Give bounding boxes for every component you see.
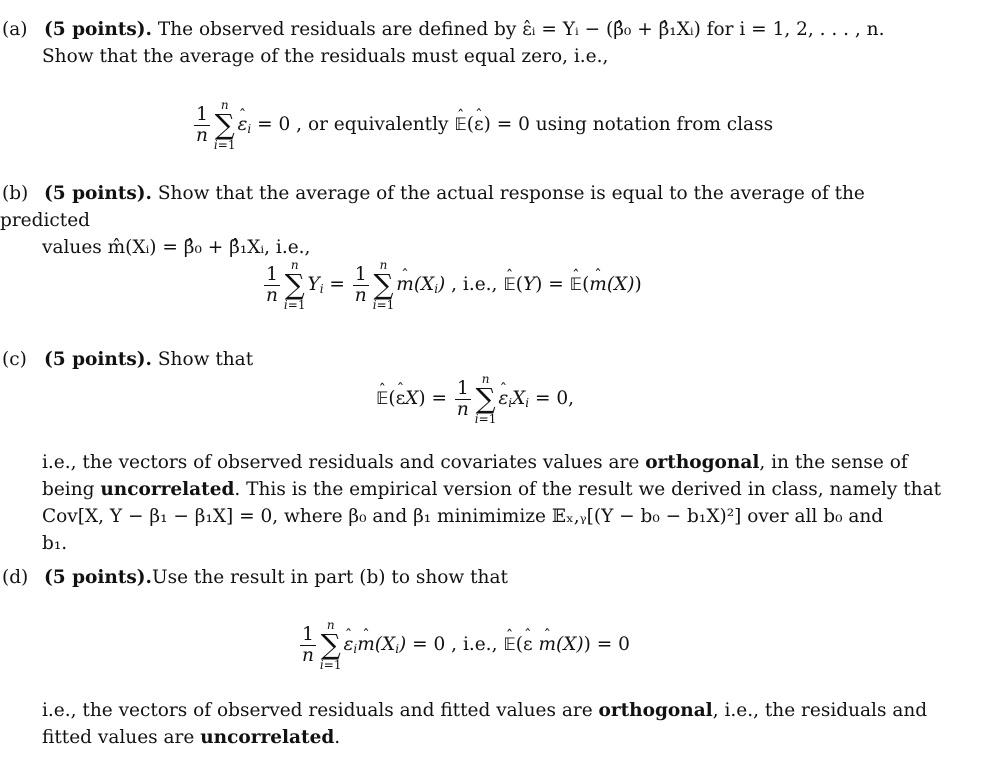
part-b-line2: values m̂(Xᵢ) = β̂₀ + β̂₁Xᵢ, i.e., xyxy=(42,237,311,258)
one-over-n: $\frac{1}{n}$ xyxy=(196,103,208,146)
part-b-points: (5 points). xyxy=(44,183,152,204)
part-a-display-text: or equivalently xyxy=(307,114,449,135)
part-c-body xyxy=(0,449,946,557)
part-c xyxy=(0,346,960,373)
part-a-label: (a) xyxy=(2,19,28,40)
part-d-label: (d) xyxy=(2,567,29,588)
part-d-equation: $\frac{1}{n}$ n ∑ i=1 ˆ $\varepsilon_iˆ$ $m(X_i) = 0$ , i.e., ˆ 𝔼(ˆ ε ˆ m(X)) = 0 xyxy=(298,618,630,672)
part-d-points: (5 points). xyxy=(44,567,152,588)
part-c-bold1: orthogonal xyxy=(645,452,760,473)
part-b-display-text: i.e., xyxy=(462,274,498,295)
part-d-line1: Use the result in part (b) to show that xyxy=(151,567,508,588)
part-a-line1: The observed residuals are defined by ε̂ᵢ = Yᵢ − (β̂₀ + β̂₁Xᵢ) for i = 1, 2, . . . , n. xyxy=(157,19,885,40)
part-d xyxy=(0,564,960,591)
part-c-text4: . This is the empirical version of the result we derived in class, namely that xyxy=(234,479,942,500)
part-a-line2: Show that the average of the residuals must equal zero, i.e., xyxy=(42,46,609,67)
part-a xyxy=(0,16,960,70)
part-c-text1: i.e., the vectors of observed residuals and covariates values are xyxy=(42,452,640,473)
part-c-text5: Cov[X, Y − β₁ − β₁X] = 0, where β₀ and β₁ minimimize 𝔼ₓ,ᵧ[(Y − b₀ − b₁X)²] over all b₀ and xyxy=(42,506,884,527)
part-d-text3: fitted values are xyxy=(42,727,195,748)
part-a-points: (5 points). xyxy=(44,19,152,40)
part-a-display-tail: using notation from class xyxy=(535,114,774,135)
part-c-label: (c) xyxy=(2,349,27,370)
part-d-text4: . xyxy=(334,727,341,748)
part-c-text2: , in the sense of xyxy=(759,452,908,473)
part-a-equation: $\frac{1}{n}$ n ∑ i=1 ˆ $\varepsilon_i = 0$ , or equivalently ˆ 𝔼(ˆ ε) = 0 using notation from class xyxy=(192,98,773,152)
part-d-bold2: uncorrelated xyxy=(200,727,335,748)
part-b-line1: Show that the average of the actual response is equal to the average of the predicted xyxy=(0,183,865,231)
part-b xyxy=(0,180,960,261)
part-d-body xyxy=(0,697,946,751)
part-c-points: (5 points). xyxy=(44,349,152,370)
part-d-bold1: orthogonal xyxy=(598,700,713,721)
part-d-display-text: i.e., xyxy=(462,634,498,655)
part-b-equation: $\frac{1}{n}$ n ∑ i=1 $Y_i$ = $\frac{1}{n}$ n ∑ i=1 ˆ $m(X_i)$ , i.e., ˆ 𝔼(Y) = ˆ 𝔼(ˆ m(X)) xyxy=(262,258,642,312)
part-d-text1: i.e., the vectors of observed residuals and fitted values are xyxy=(42,700,593,721)
part-c-equation: ˆ 𝔼(ˆ εX) = $\frac{1}{n}$ n ∑ i=1 ˆ $\varepsilon_iX_i = 0$, xyxy=(376,372,574,426)
sum-symbol: n ∑ i=1 xyxy=(213,98,236,152)
part-c-text3: being xyxy=(42,479,95,500)
part-d-text2: , i.e., the residuals and xyxy=(712,700,928,721)
part-c-line1: Show that xyxy=(157,349,254,370)
part-c-bold2: uncorrelated xyxy=(100,479,235,500)
part-b-label: (b) xyxy=(2,183,29,204)
part-c-text6: b₁. xyxy=(42,533,68,554)
